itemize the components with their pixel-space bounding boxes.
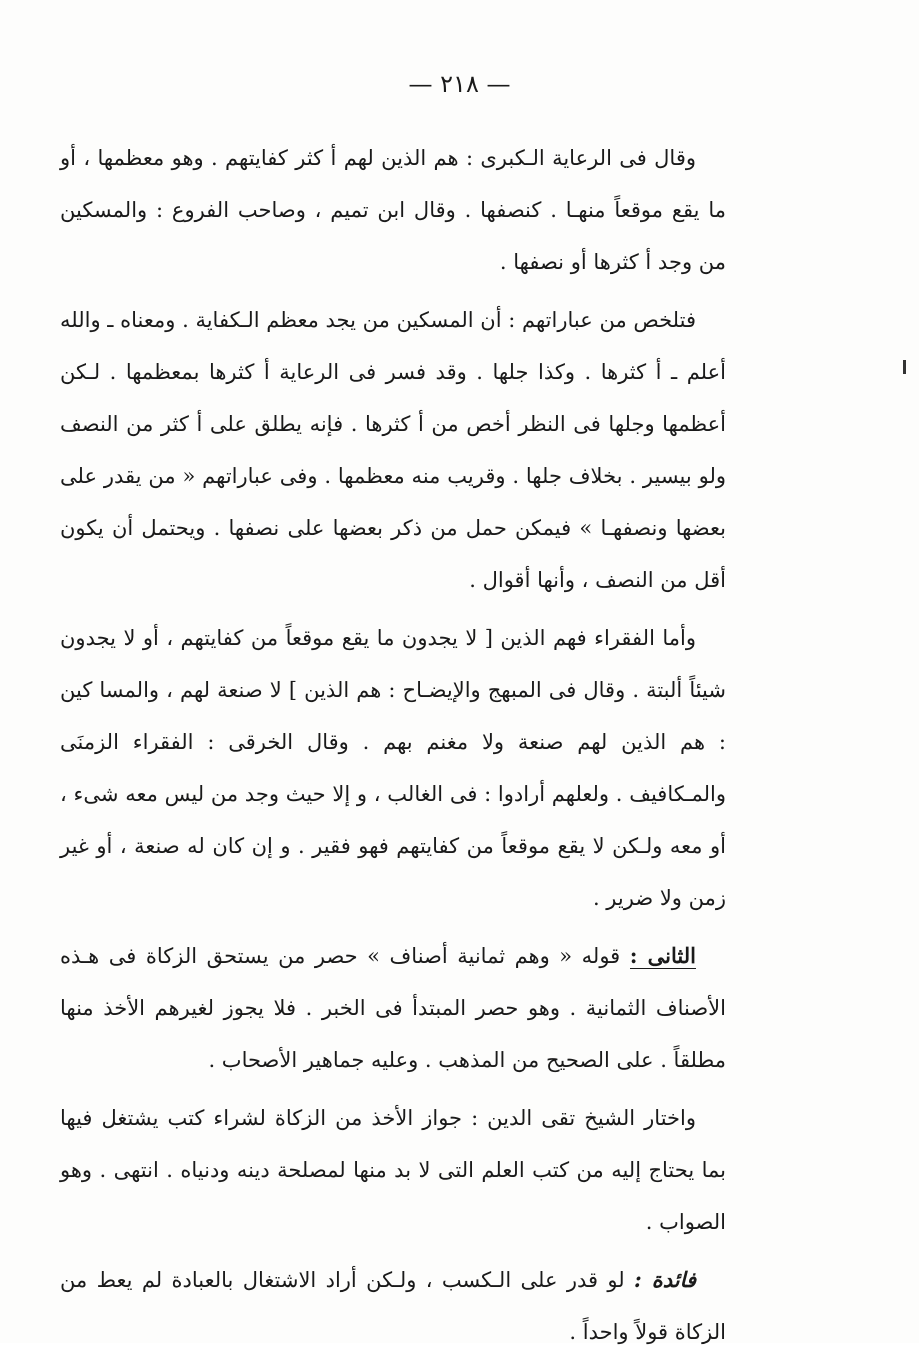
paragraph-fuqara: [60, 612, 726, 924]
second-point-heading: الثانى :: [629, 943, 696, 968]
paragraph-riaya-kubra: [60, 132, 726, 288]
paragraph-faida: [60, 1254, 726, 1358]
body-text: [60, 132, 726, 1364]
page-number: — ٢١٨ —: [408, 70, 511, 98]
faida-heading: فائدة :: [633, 1267, 697, 1292]
paragraph-text: وقال فى الرعاية الـكبرى : هم الذين لهم أ كثر كفايتهم . وهو معظمها ، أو ما يقع موقعاً منهـا . كنصفها . وقال ابن تميم ، وصاحب الفروع : والمسكين من وجد أ كثرها أو نصفها .: [60, 146, 726, 274]
paragraph-summary: [60, 294, 726, 606]
paragraph-text: فتلخص من عباراتهم : أن المسكين من يجد معظم الـكفاية . ومعناه ـ والله أعلم ـ أ كثرها . وكذا جلها . وقد فسر فى الرعاية أ كثرها بمعظمها . لـكن أعظمها وجلها فى النظر أخص من أ كثرها . فإنه يطلق على أ كثر من النصف ولو بيسير . بخلاف جلها . وقريب منه معظمها . وفى عباراتهم « من يقدر على بعضها ونصفهـا » فيمكن حمل من ذكر بعضها على نصفها . ويحتمل أن يكون أقل من النصف ، وأنها أقوال .: [60, 308, 726, 592]
paragraph-second-point: [60, 930, 726, 1086]
paragraph-text: قوله « وهم ثمانية أصناف » حصر من يستحق الزكاة فى هـذه الأصناف الثمانية . وهو حصر المبتدأ فى الخبر . فلا يجوز لغيرهم الأخذ منها مطلقاً . على الصحيح من المذهب . وعليه جماهير الأصحاب .: [60, 944, 726, 1072]
paragraph-text: وأما الفقراء فهم الذين [ لا يجدون ما يقع موقعاً من كفايتهم ، أو لا يجدون شيئاً ألبتة . وقال فى المبهج والإيضـاح : هم الذين ] لا صنعة لهم ، والمسا كين : هم الذين لهم صنعة ولا مغنم بهم . وقال الخرقى : الفقراء الزمنَى والمـكافيف . ولعلهم أرادوا : فى الغالب ، و إلا حيث وجد من ليس معه شىء ، أو معه ولـكن لا يقع موقعاً من كفايتهم فهو فقير . و إن كان له صنعة ، أو غير زمن ولا ضرير .: [60, 626, 726, 910]
margin-mark: [903, 360, 906, 374]
paragraph-taqi-aldin: [60, 1092, 726, 1248]
paragraph-text: لو قدر على الـكسب ، ولـكن أراد الاشتغال بالعبادة لم يعط من الزكاة قولاً واحداً .: [60, 1268, 726, 1344]
paragraph-text: واختار الشيخ تقى الدين : جواز الأخذ من الزكاة لشراء كتب يشتغل فيها بما يحتاج إليه من كتب العلم التى لا بد منها لمصلحة دينه ودنياه . انتهى . وهو الصواب .: [60, 1106, 726, 1234]
